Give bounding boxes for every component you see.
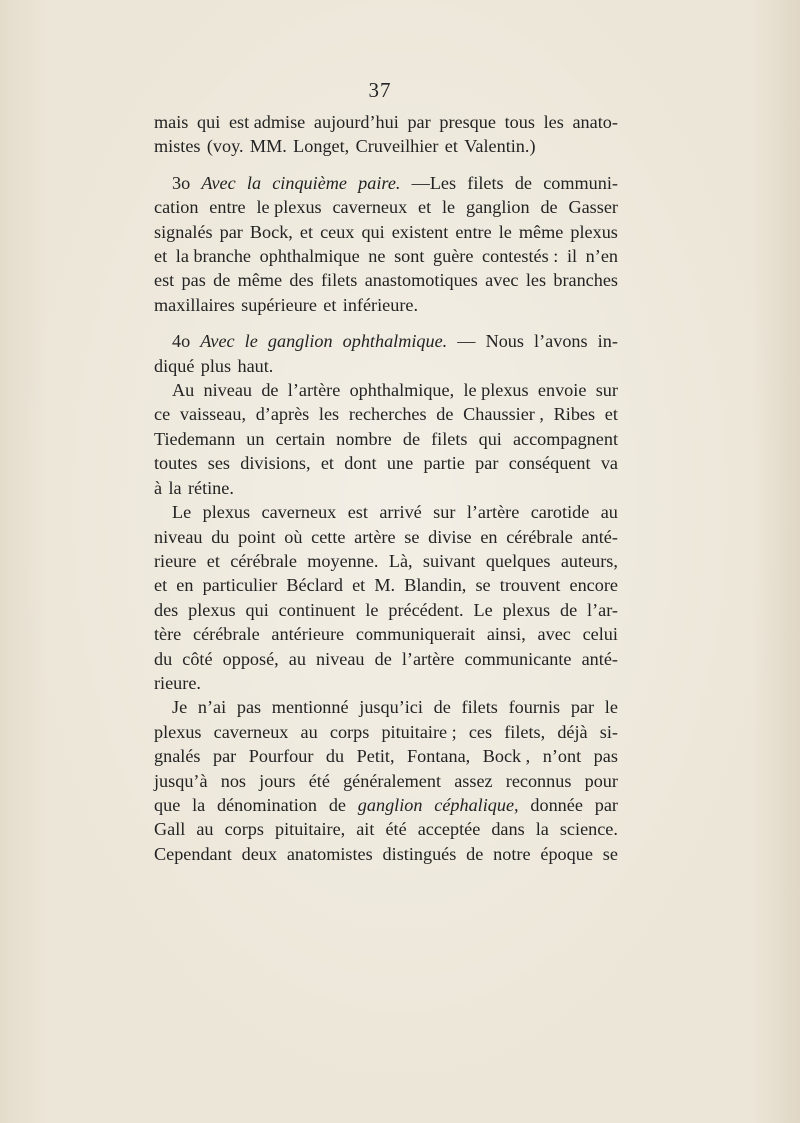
text-line: [154, 244, 618, 268]
word: Tiedemann: [154, 428, 236, 449]
word: corps: [224, 819, 264, 840]
word: ganglion: [357, 794, 423, 815]
word: envoie: [537, 380, 587, 401]
word: par: [219, 221, 243, 242]
word: dénomination: [217, 794, 318, 815]
word: anatomistes: [286, 843, 373, 864]
text-line: [154, 451, 618, 475]
word: suivant: [422, 550, 476, 571]
word: en: [176, 575, 194, 596]
word: celui: [582, 624, 618, 645]
word: filets: [467, 172, 504, 193]
word: l’ar-: [587, 599, 618, 620]
word: se: [475, 575, 491, 596]
text-line: [154, 427, 618, 451]
word: se: [602, 843, 618, 864]
word: à: [154, 477, 163, 498]
word: céphalique,: [434, 794, 519, 815]
word: acceptée: [417, 819, 481, 840]
word: ganglion: [465, 197, 530, 218]
word: gnalés: [154, 746, 201, 767]
word: et: [352, 575, 366, 596]
word: pas: [593, 746, 618, 767]
text-line: [154, 110, 618, 134]
word: des: [154, 599, 179, 620]
word: divisions,: [240, 453, 311, 474]
text-line: [154, 744, 618, 768]
word: particulier: [202, 575, 278, 596]
word: même: [237, 270, 283, 291]
word: rieure: [154, 550, 197, 571]
word: Le: [172, 502, 192, 523]
word: certain: [275, 428, 326, 449]
word: Bock,: [249, 221, 293, 242]
word: reconnus: [505, 770, 572, 791]
word: toutes: [154, 453, 198, 474]
word: et: [604, 404, 618, 425]
word: et: [206, 550, 220, 571]
word: de: [514, 172, 532, 193]
word: corps: [329, 721, 370, 742]
word: n’ont: [542, 746, 582, 767]
word: Cependant: [154, 843, 232, 864]
word: et: [320, 453, 334, 474]
word: sur: [595, 380, 618, 401]
word: —Les: [411, 172, 457, 193]
word: généralement: [343, 770, 442, 791]
word: ce: [154, 404, 171, 425]
body-text: [154, 110, 618, 866]
word: point: [238, 526, 276, 547]
word: avec: [485, 270, 519, 291]
word: que: [154, 794, 181, 815]
word: cérébrale: [193, 624, 260, 645]
word: contestés :: [482, 246, 559, 267]
word: mentionné: [271, 697, 349, 718]
word: Le: [473, 599, 493, 620]
word: Gall: [154, 819, 186, 840]
word: Avec: [201, 172, 236, 193]
word: cérébrale: [230, 550, 297, 571]
word: Blandin,: [404, 575, 467, 596]
word: Longet,: [293, 136, 350, 157]
text-line: [154, 220, 618, 244]
page-number: 37: [368, 78, 392, 102]
word: filets,: [504, 721, 546, 742]
word: caverneux: [213, 721, 289, 742]
word: ceux: [320, 221, 355, 242]
word: qui: [245, 599, 269, 620]
word: se: [404, 526, 420, 547]
text-line: [154, 647, 618, 671]
word: au: [288, 648, 306, 669]
word: anastomotiques: [364, 270, 478, 291]
word: paire.: [358, 172, 401, 193]
word: anté-: [581, 648, 618, 669]
word: maxillaires: [154, 294, 235, 315]
word: époque: [540, 843, 593, 864]
word: la branche: [175, 246, 251, 267]
word: ophthalmique: [259, 246, 360, 267]
text-line: [154, 769, 618, 793]
word: qui: [197, 112, 221, 132]
word: niveau: [154, 526, 203, 547]
word: 3o: [172, 172, 191, 193]
word: Avec: [200, 331, 235, 352]
word: auteurs,: [560, 550, 618, 571]
word: plexus: [202, 502, 251, 523]
word: ganglion: [267, 331, 333, 352]
word: par: [570, 697, 595, 718]
word: une: [386, 453, 414, 474]
word: caverneux: [261, 502, 337, 523]
word: la: [168, 477, 182, 498]
word: Petit,: [356, 746, 395, 767]
word: le: [365, 599, 379, 620]
word: du: [211, 526, 230, 547]
word: anato-: [572, 112, 618, 132]
word: mais: [154, 112, 189, 132]
word: plexus: [502, 599, 551, 620]
word: est admise: [228, 112, 306, 132]
word: de: [213, 270, 231, 291]
word: rieure.: [154, 672, 201, 693]
word: il: [566, 246, 578, 267]
word: par: [475, 453, 499, 474]
word: sur: [433, 502, 456, 523]
word: artère: [354, 526, 396, 547]
word: Cruveilhier: [355, 136, 439, 157]
word: vaisseau,: [179, 404, 247, 425]
word: est: [154, 270, 175, 291]
word: au: [300, 721, 318, 742]
text-line: [154, 720, 618, 744]
word: filets: [320, 270, 358, 291]
word: l’artère: [287, 380, 341, 401]
word: plus: [200, 355, 232, 376]
text-line: [154, 171, 618, 195]
word: assez: [454, 770, 493, 791]
word: l’artère: [401, 648, 455, 669]
word: ces: [468, 721, 493, 742]
word: va: [600, 453, 618, 474]
word: opposé,: [222, 648, 279, 669]
word: recherches: [348, 404, 427, 425]
word: n’en: [585, 246, 618, 267]
text-line: [154, 695, 618, 719]
word: les: [543, 112, 564, 132]
text-line: [154, 549, 618, 573]
word: cinquième: [272, 172, 347, 193]
word: communi-: [543, 172, 618, 193]
word: et: [154, 246, 168, 267]
word: inférieure.: [342, 294, 419, 315]
word: haut.: [237, 355, 274, 376]
word: (voy.: [206, 136, 244, 157]
word: cette: [311, 526, 346, 547]
word: pituitaire ;: [381, 721, 457, 742]
word: carotide: [530, 502, 590, 523]
word: pas: [236, 697, 262, 718]
word: été: [385, 819, 407, 840]
word: de: [374, 648, 392, 669]
word: et: [299, 221, 314, 242]
word: accompagnent: [512, 428, 618, 449]
text-line: [154, 525, 618, 549]
word: Nous: [485, 331, 524, 352]
text-line: [154, 354, 618, 378]
word: n’ai: [197, 697, 227, 718]
word: au: [600, 502, 618, 523]
word: de: [261, 380, 279, 401]
word: in-: [597, 331, 618, 352]
word: précédent.: [388, 599, 464, 620]
word: Au: [172, 380, 195, 401]
word: Là,: [388, 550, 413, 571]
word: tère: [154, 624, 182, 645]
word: le plexus: [463, 380, 529, 401]
word: des: [289, 270, 314, 291]
word: Bock ,: [482, 746, 531, 767]
word: communicante: [464, 648, 572, 669]
word: trouvent: [499, 575, 561, 596]
word: continuent: [278, 599, 356, 620]
text-line: [154, 671, 618, 695]
word: de: [436, 404, 454, 425]
word: cérébrale: [506, 526, 573, 547]
word: déjà: [557, 721, 588, 742]
word: branches: [553, 270, 618, 291]
word: de: [466, 843, 484, 864]
word: pour: [584, 770, 618, 791]
word: communiquerait: [355, 624, 476, 645]
word: pituitaire,: [275, 819, 346, 840]
word: antérieure: [271, 624, 345, 645]
word: et: [418, 197, 432, 218]
word: par: [407, 112, 431, 132]
word: de: [402, 428, 421, 449]
paragraph-gap: [154, 317, 618, 329]
word: de: [328, 794, 346, 815]
word: et: [323, 294, 337, 315]
word: le: [442, 197, 456, 218]
word: le: [604, 697, 618, 718]
word: aujourd’hui: [313, 112, 399, 132]
word: les: [525, 270, 547, 291]
word: Fontana,: [407, 746, 471, 767]
word: Valentin.): [464, 136, 536, 157]
word: 4o: [172, 331, 191, 352]
word: donnée: [530, 794, 583, 815]
word: un: [246, 428, 265, 449]
word: en: [480, 526, 498, 547]
word: plexus: [188, 599, 236, 620]
word: arrivé: [379, 502, 422, 523]
text-line: [154, 195, 618, 219]
word: et: [154, 575, 168, 596]
word: moyenne.: [307, 550, 379, 571]
word: signalés: [154, 221, 213, 242]
word: fournis: [508, 697, 561, 718]
word: Chaussier ,: [463, 404, 544, 425]
word: Ribes: [553, 404, 596, 425]
text-line: [154, 817, 618, 841]
text-line: [154, 329, 618, 353]
text-line: [154, 402, 618, 426]
word: M.: [374, 575, 396, 596]
text-line: [154, 842, 618, 866]
word: les: [318, 404, 340, 425]
word: le: [244, 331, 258, 352]
word: diqué: [154, 355, 195, 376]
word: ophthalmique,: [349, 380, 455, 401]
word: de: [559, 599, 578, 620]
word: si-: [599, 721, 618, 742]
word: partie: [423, 453, 465, 474]
word: rétine.: [187, 477, 234, 498]
text-line: [154, 622, 618, 646]
word: du: [325, 746, 345, 767]
word: divise: [428, 526, 472, 547]
word: ait: [356, 819, 375, 840]
word: mistes: [154, 136, 201, 157]
word: sont: [394, 246, 425, 267]
word: jusqu’à: [154, 770, 208, 791]
word: niveau: [203, 380, 253, 401]
word: avec: [537, 624, 571, 645]
word: —: [457, 331, 476, 352]
word: même: [518, 221, 564, 242]
word: guère: [433, 246, 474, 267]
word: Béclard: [286, 575, 343, 596]
text-line: [154, 476, 618, 500]
word: cation: [154, 197, 199, 218]
word: MM.: [249, 136, 287, 157]
word: l’artère: [466, 502, 520, 523]
text-line: [154, 134, 618, 158]
word: dont: [344, 453, 377, 474]
word: le: [498, 221, 512, 242]
word: presque: [439, 112, 496, 132]
word: de: [433, 697, 451, 718]
word: côté: [182, 648, 213, 669]
word: la: [535, 819, 549, 840]
word: la: [246, 172, 262, 193]
word: du: [154, 648, 173, 669]
word: qui: [478, 428, 502, 449]
word: existent: [391, 221, 449, 242]
word: jours: [259, 770, 296, 791]
word: ne: [368, 246, 386, 267]
word: par: [212, 746, 237, 767]
word: encore: [569, 575, 618, 596]
text-line: [154, 293, 618, 317]
text-line: [154, 598, 618, 622]
word: anté-: [581, 526, 618, 547]
word: tous: [504, 112, 535, 132]
word: ophthalmique.: [342, 331, 448, 352]
word: entre: [455, 221, 492, 242]
word: l’avons: [534, 331, 588, 352]
word: le plexus: [256, 197, 322, 218]
text-line: [154, 500, 618, 524]
word: plexus: [570, 221, 618, 242]
word: supérieure: [241, 294, 317, 315]
word: nos: [220, 770, 246, 791]
word: Pourfour: [248, 746, 314, 767]
word: la: [192, 794, 206, 815]
word: nombre: [336, 428, 392, 449]
word: quelques: [485, 550, 551, 571]
word: où: [284, 526, 303, 547]
word: dans: [491, 819, 525, 840]
word: pas: [181, 270, 206, 291]
word: filets: [461, 697, 498, 718]
word: Je: [172, 697, 188, 718]
word: d’après: [255, 404, 310, 425]
text-line: [154, 268, 618, 292]
word: Gasser: [568, 197, 618, 218]
word: conséquent: [508, 453, 591, 474]
word: filets: [431, 428, 468, 449]
word: niveau: [316, 648, 365, 669]
word: caverneux: [332, 197, 408, 218]
word: entre: [209, 197, 246, 218]
paragraph-gap: [154, 159, 618, 171]
word: par: [594, 794, 618, 815]
word: est: [347, 502, 368, 523]
word: ainsi,: [486, 624, 526, 645]
text-line: [154, 793, 618, 817]
word: notre: [493, 843, 531, 864]
word: qui: [361, 221, 385, 242]
word: été: [308, 770, 330, 791]
word: ses: [207, 453, 230, 474]
text-line: [154, 378, 618, 402]
word: et: [444, 136, 458, 157]
word: deux: [241, 843, 277, 864]
word: distingués: [382, 843, 457, 864]
text-line: [154, 573, 618, 597]
word: plexus: [154, 721, 202, 742]
word: science.: [559, 819, 618, 840]
word: de: [540, 197, 558, 218]
word: jusqu’ici: [359, 697, 423, 718]
word: au: [196, 819, 214, 840]
